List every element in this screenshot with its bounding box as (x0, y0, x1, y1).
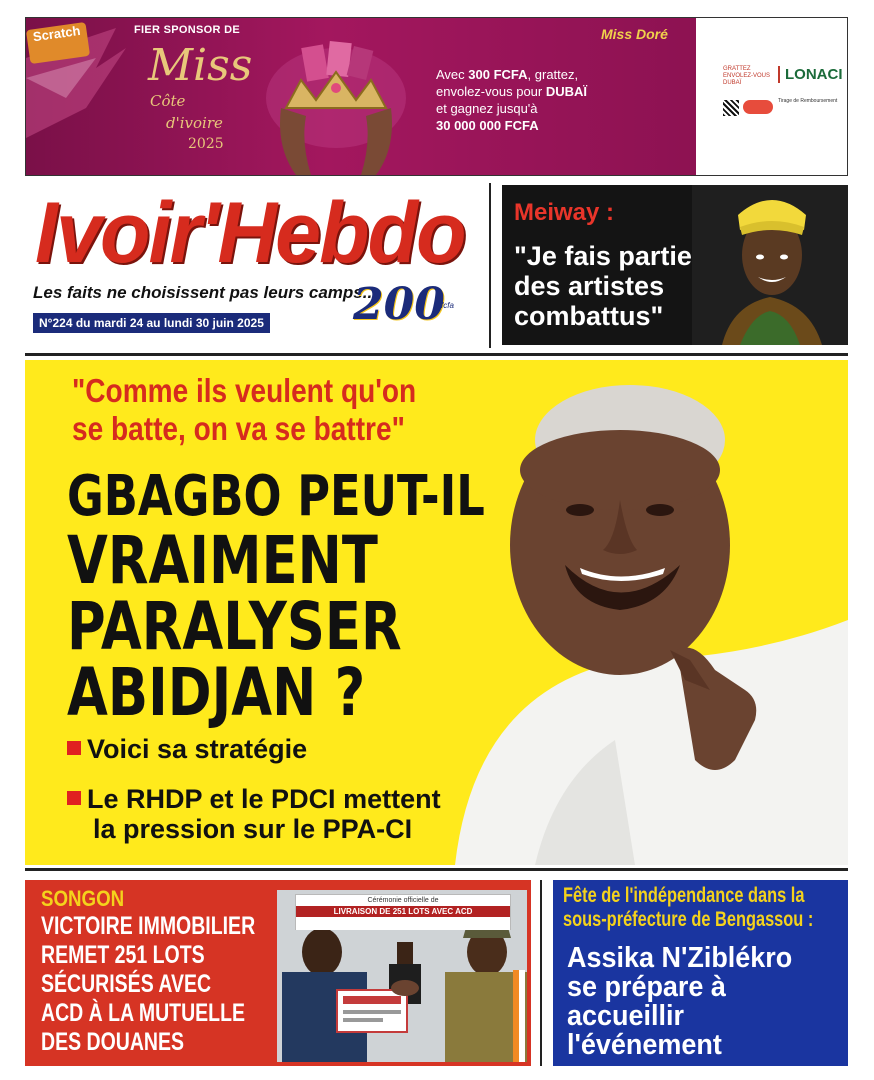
meiway-quote-line: combattus" (514, 301, 664, 331)
bengassou-kicker (563, 884, 813, 932)
ad-cote: Côte (150, 92, 186, 110)
songon-kicker: SONGON (41, 886, 125, 911)
meiway-quote (514, 241, 734, 331)
meiway-name: Meiway : (514, 199, 615, 226)
ad-partner-logo: Miss Doré (601, 26, 668, 42)
songon-headline-line: ACD À LA MUTUELLE (41, 999, 246, 1027)
ad-scratch-logo: Scratch (26, 22, 90, 64)
masthead-divider (489, 183, 491, 348)
ad-line1-post: , grattez, (527, 67, 579, 82)
ad-line1-pre: Avec (436, 67, 469, 82)
ad-purple-panel (26, 18, 696, 175)
main-bullet-1 (67, 734, 307, 764)
ceremony-banner-red: LIVRAISON DE 251 LOTS AVEC ACD (296, 906, 510, 917)
masthead (25, 183, 490, 348)
bullet-square-icon (67, 741, 81, 755)
price-unit: fcfa (441, 301, 454, 310)
songon-headline (41, 912, 255, 1057)
main-quote-line: "Comme ils veulent qu'on (72, 372, 417, 409)
main-headline (67, 464, 485, 731)
ad-line2-bold: DUBAÏ (545, 84, 588, 99)
main-headline-line: PARALYSER (67, 588, 402, 665)
newspaper-tagline: Les faits ne choisissent pas leurs camps... (33, 283, 377, 302)
ad-line2-pre: envolez-vous pour (436, 84, 546, 99)
main-headline-line: GBAGBO PEUT-IL (67, 464, 485, 529)
ad-line1-bold: 300 FCFA (468, 67, 528, 82)
songon-photo (277, 890, 527, 1062)
main-bullet-2 (67, 784, 441, 814)
meiway-quote-line: des artistes (514, 271, 665, 301)
lonaci-logo: LONACI (778, 66, 843, 83)
crown-hands-image (256, 38, 416, 175)
ad-divoire: d'ivoire (166, 114, 223, 132)
ad-miss-logo: Miss (148, 40, 253, 91)
main-bullet-2-line2: la pression sur le PPA-CI (93, 814, 413, 844)
ad-banner[interactable] (25, 17, 848, 176)
bengassou-headline-line: accueillir (567, 1000, 684, 1032)
bengassou-kicker-line: sous-préfecture de Bengassou : (563, 908, 814, 931)
songon-headline-line: SÉCURISÉS AVEC (41, 970, 212, 998)
price: 200 (353, 279, 445, 330)
ad-line4: 30 000 000 FCFA (436, 118, 539, 133)
bengassou-story[interactable] (553, 880, 848, 1066)
section-rule (25, 868, 848, 871)
main-headline-line: ABIDJAN ? (67, 654, 366, 731)
main-bullet-1-text: Voici sa stratégie (87, 734, 308, 764)
songon-headline-line: DES DOUANES (41, 1028, 185, 1056)
main-bullet-2-text: Le RHDP et le PDCI mettent (87, 784, 441, 814)
bullet-square-icon (67, 791, 81, 805)
songon-headline-line: VICTOIRE IMMOBILIER (41, 912, 256, 940)
ad-offer-text (436, 66, 696, 134)
section-rule (25, 353, 848, 356)
bengassou-headline-line: se prépare à (567, 971, 726, 1003)
main-quote-line: se batte, on va se battre" (72, 410, 405, 447)
main-headline-line: VRAIMENT (67, 522, 378, 599)
bengassou-headline (567, 944, 792, 1060)
bengassou-headline-line: Assika N'Ziblékro (567, 942, 793, 974)
qr-code-icon (723, 100, 739, 116)
ad-line3: et gagnez jusqu'à (436, 101, 538, 116)
ad-year: 2025 (188, 136, 224, 152)
bottom-divider (540, 880, 542, 1066)
loto-logo-icon (743, 100, 773, 114)
ad-sponsor-label: FIER SPONSOR DE (134, 24, 240, 36)
ceremony-banner-title: Cérémonie officielle de (367, 897, 439, 904)
bengassou-kicker-line: Fête de l'indépendance dans la (563, 884, 805, 907)
handshake-scene (277, 930, 527, 1062)
songon-headline-line: REMET 251 LOTS (41, 941, 205, 969)
ad-lonaci-slogan: GRATTEZ ENVOLEZ-VOUS DUBAÏ (723, 66, 771, 86)
main-quote (72, 372, 416, 448)
bengassou-headline-line: l'événement (567, 1029, 722, 1061)
meiway-quote-line: "Je fais partie (514, 241, 692, 271)
main-story[interactable] (25, 360, 848, 865)
ad-small-print: Tirage de Remboursement (778, 98, 838, 104)
meiway-teaser[interactable] (502, 185, 848, 345)
songon-story[interactable] (25, 880, 531, 1066)
newspaper-logo[interactable]: Ivoir'Hebdo (35, 185, 465, 281)
issue-date: N°224 du mardi 24 au lundi 30 juin 2025 (33, 313, 270, 333)
